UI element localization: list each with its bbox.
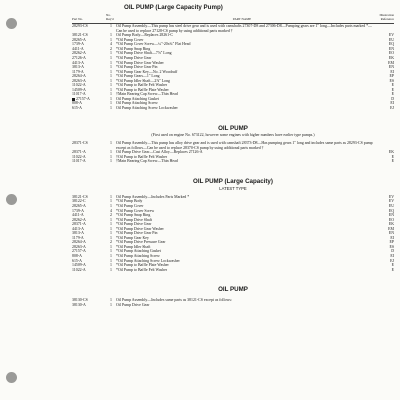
- part-row: [72, 106, 394, 111]
- part-number-text: 28371-A: [72, 150, 86, 155]
- part-row: [72, 24, 394, 33]
- quantity: 1: [110, 65, 112, 70]
- part-name: Oil Pump Attaching Gasket: [116, 96, 159, 101]
- section-subtitle: LATEST TYPE: [219, 185, 247, 191]
- part-number-text: 38121-CS: [72, 33, 88, 38]
- quantity: 1: [110, 258, 112, 263]
- part-number-text: 4411-A: [72, 213, 84, 218]
- part-name: *Oil Pump Drive Shaft: [116, 217, 152, 222]
- part-number-text: 11017-A: [72, 92, 86, 97]
- quantity: 1: [110, 231, 112, 236]
- illustration-ref: EM: [388, 60, 394, 65]
- part-name: *Oil Pump to Baffle Felt Washer: [116, 83, 168, 88]
- quantity: 1: [110, 51, 112, 56]
- part-name: †Main Bearing Cap Screw—Thin Head: [116, 159, 178, 164]
- parts-list: [72, 141, 394, 164]
- illustration-ref: EV: [388, 199, 394, 204]
- part-name: *Oil Pump Drive Pressure Gear: [116, 240, 166, 245]
- quantity: 1: [110, 24, 112, 29]
- illustration-ref: EN: [388, 231, 394, 236]
- part-name: *Oil Pump to Baffle Plate Washer: [116, 263, 169, 268]
- part-number-text: 28262-A: [72, 51, 86, 56]
- illustration-ref: E: [391, 159, 394, 164]
- quantity: 1: [110, 74, 112, 79]
- part-name: *Oil Pump Snap Ring: [116, 213, 151, 218]
- illustration-ref: EQ: [388, 208, 394, 213]
- part-name: *Oil Pump Idler Shaft—2⅞" Long: [116, 78, 170, 83]
- quantity: 1: [110, 154, 112, 159]
- binder-hole: [6, 372, 17, 383]
- illustration-ref: EN: [388, 46, 394, 51]
- binder-hole: [6, 194, 17, 205]
- illustration-ref: E: [391, 83, 394, 88]
- quantity: 4: [110, 208, 112, 213]
- illustration-ref: EP: [389, 74, 394, 79]
- part-name: *Oil Pump Cover Screw: [116, 208, 155, 213]
- part-number-text: 1179-A: [72, 235, 84, 240]
- part-name: Oil Pump Drive Gear: [116, 302, 150, 307]
- quantity: 1: [110, 267, 112, 272]
- quantity: 1: [110, 263, 112, 268]
- quantity: 1: [110, 226, 112, 231]
- part-name: Oil Pump Assembly—This pump has alloy drive gear and is used with camshaft 28373-D8—Has pumping gears 1" long and includes same parts as 28293-CS pump except as follows—Can be used to replace 28370-CS pump by using additional parts marked †: [116, 141, 373, 150]
- part-name: *Oil Pump Drive Gear Pin: [116, 65, 158, 70]
- illustration-ref: ES: [389, 78, 394, 83]
- illustration-ref: EU: [388, 204, 394, 208]
- illustration-ref: EI: [390, 69, 394, 74]
- quantity: 1: [110, 37, 112, 42]
- part-number: [72, 106, 106, 111]
- quantity: 1: [110, 33, 112, 38]
- part-name: *Oil Pump Drive Shaft—7⅛" Long: [116, 51, 172, 56]
- quantity: 1: [110, 60, 112, 65]
- part-name: †Oil Pump to Baffle Felt Washer: [116, 154, 168, 159]
- part-name: *Oil Pump Attaching Gasket: [116, 249, 161, 254]
- illustration-ref: EI: [390, 101, 394, 106]
- part-number-text: 615-A: [72, 106, 82, 111]
- part-name: Oil Pump Assembly—Includes Parts Marked *: [116, 194, 190, 199]
- part-number-text: 28263-A: [72, 244, 86, 249]
- quantity: 1: [110, 217, 112, 222]
- quantity: 1: [110, 298, 112, 303]
- part-number-text: 11022-A: [72, 154, 86, 159]
- quantity: 1: [110, 159, 112, 164]
- part-row: [72, 141, 394, 150]
- illustration-ref: D: [391, 96, 394, 101]
- illustration-ref: EK: [388, 222, 394, 227]
- part-name: *Oil Pump Gear Key—No. 2 Woodruff: [116, 69, 178, 74]
- part-name: *Oil Pump Drive Gear: [116, 222, 152, 227]
- part-name: *Oil Pump Drive Gear: [116, 56, 152, 61]
- illustration-ref: [378, 141, 394, 150]
- illustration-ref: E: [391, 267, 394, 272]
- illustration-ref: EV: [388, 33, 394, 38]
- part-name: *Oil Pump Drive Gear Washer: [116, 226, 164, 231]
- part-number-text: 11022-A: [72, 83, 86, 88]
- illustration-ref: EI: [390, 235, 394, 240]
- part-name: *Oil Pump Attaching Screw Lockwasher: [116, 258, 180, 263]
- part-number-text: 4413-A: [72, 226, 84, 231]
- part-number-text: 28264-A: [72, 74, 86, 79]
- illustration-ref: E: [391, 263, 394, 268]
- part-name: *Oil Pump to Baffle Felt Washer: [116, 267, 168, 272]
- part-number-text: 1179-A: [72, 69, 84, 74]
- quantity: 1: [110, 106, 112, 111]
- illustration-ref: EQ: [388, 42, 394, 47]
- part-number-text: 808-A: [72, 101, 82, 106]
- quantity: 1: [110, 101, 112, 106]
- part-number-text: 615-A: [72, 258, 82, 263]
- quantity: 1: [110, 96, 112, 101]
- part-number-text: 38130-CS: [72, 298, 88, 303]
- illustration-ref: EJ: [390, 106, 394, 111]
- quantity: 1: [110, 87, 112, 92]
- quantity: 1: [110, 199, 112, 204]
- illustration-ref: EO: [388, 51, 394, 56]
- illustration-ref: EN: [388, 213, 394, 218]
- part-name: *Oil Pump Gear Key: [116, 235, 149, 240]
- part-number-text: 808-A: [72, 254, 82, 259]
- part-number-text: 28293-CS: [72, 24, 88, 29]
- section-title: OIL PUMP: [218, 124, 248, 132]
- illustration-ref: EN: [388, 65, 394, 70]
- quantity: 1: [110, 69, 112, 74]
- part-name: *Oil Pump Cover Screw—¼"-20x¾" Flat Head: [116, 42, 191, 47]
- part-number-text: 14509-A: [72, 263, 86, 268]
- parts-list: [72, 298, 394, 307]
- illustration-ref: EV: [388, 194, 394, 199]
- illustration-ref: E: [391, 154, 394, 159]
- part-number-text: 14509-A: [72, 87, 86, 92]
- part-number: [72, 268, 106, 273]
- quantity: 1: [110, 254, 112, 259]
- parts-list: [72, 24, 394, 110]
- part-number-text: 1739-A: [72, 42, 84, 47]
- illustration-ref: EM: [388, 226, 394, 231]
- part-number-text: 28265-A: [72, 204, 86, 208]
- part-number-text: 11022-A: [72, 267, 86, 272]
- illustration-ref: EP: [389, 240, 394, 245]
- part-row: [72, 303, 394, 308]
- part-name: †Main Bearing Cap Screw—Thin Head: [116, 92, 178, 97]
- section-note: (First used on engine No. 673122, however some engines with higher numbers have earlier type pumps.): [151, 132, 315, 137]
- part-row: [72, 159, 394, 164]
- part-name: *Oil Pump Snap Ring: [116, 46, 151, 51]
- part-name: Oil Pump Attaching Screw Lockwasher: [116, 106, 178, 111]
- quantity: 2: [110, 213, 112, 218]
- part-number: [72, 141, 106, 150]
- illustration-ref: EO: [388, 217, 394, 222]
- part-name: Oil Pump Attaching Screw: [116, 101, 158, 106]
- binder-holes: [6, 0, 20, 400]
- illustration-ref: EK: [388, 56, 394, 61]
- part-number-text: 27126-A: [72, 56, 86, 61]
- section-title: OIL PUMP: [218, 286, 248, 294]
- quantity: 1: [110, 244, 112, 249]
- section-title: OIL PUMP (Large Capacity Pump): [124, 4, 223, 11]
- part-name: Oil Pump Assembly—Includes same parts as 38121-CS except as follows:: [116, 298, 232, 303]
- part-name: *Oil Pump Cover: [116, 204, 144, 208]
- quantity: 1: [110, 249, 112, 254]
- part-name: *Oil Pump Attaching Screw: [116, 254, 160, 259]
- quantity: 1: [110, 194, 112, 199]
- quantity: 1: [110, 78, 112, 83]
- quantity: 1: [110, 56, 112, 61]
- col-no-reqd: No. Req'd: [106, 13, 114, 21]
- illustration-ref: [378, 24, 394, 33]
- part-number-text: 3813-A: [72, 231, 84, 236]
- quantity: 4: [110, 42, 112, 47]
- part-number-text: 11017-A: [72, 159, 86, 164]
- quantity: 1: [110, 83, 112, 88]
- part-number: [72, 24, 106, 33]
- illustration-ref: EU: [388, 37, 394, 42]
- part-number: [72, 303, 106, 308]
- part-name: *Oil Pump Body: [116, 199, 143, 204]
- quantity: 1: [110, 235, 112, 240]
- square-marker-icon: [72, 98, 75, 101]
- section-title: OIL PUMP (Large Capacity): [193, 177, 273, 185]
- part-number-text: 28371-A: [72, 222, 86, 227]
- part-number-text: 38122-C: [72, 199, 86, 204]
- part-name: *Oil Pump Drive Gear Pin: [116, 231, 158, 236]
- part-name: Oil Pump Assembly—This pump has steel drive gear and is used with camshafts 27307-D8 and 27306-D8—Pumping gears are 1" long—Includes parts marked *—Can be used to replace 27128-CS pump by using additional parts marked †: [116, 24, 372, 33]
- parts-list: [72, 195, 394, 272]
- col-part-no: Part No.: [72, 16, 83, 21]
- parts-content: [72, 4, 394, 307]
- illustration-ref: E: [391, 92, 394, 97]
- part-name: *Oil Pump to Baffle Plate Washer: [116, 87, 169, 92]
- illustration-ref: EJ: [390, 258, 394, 263]
- part-number-text: 38121-CS: [72, 194, 88, 199]
- quantity: 2: [110, 46, 112, 51]
- part-number-text: 28371-CS: [72, 141, 88, 146]
- part-number-text: 38130-A: [72, 302, 86, 307]
- part-name: Oil Pump Drive Gear—Cast Alloy—Replaces 27126-A: [116, 150, 203, 155]
- part-number-text: 28262-A: [72, 217, 86, 222]
- part-number-text: 1739-A: [72, 208, 84, 213]
- part-name: *Oil Pump Idler Shaft: [116, 244, 151, 249]
- part-number-text: 28263-A: [72, 78, 86, 83]
- column-headers: [72, 14, 394, 24]
- part-name: *Oil Pump Drive Gear Washer: [116, 60, 164, 65]
- part-number-text: 28264-A: [72, 240, 86, 245]
- part-number-text: 4413-A: [72, 60, 84, 65]
- col-illus-ref: Illustration Reference: [379, 13, 394, 21]
- quantity: 1: [110, 150, 112, 155]
- part-number-text: 28265-A: [72, 37, 86, 42]
- part-name: Oil Pump Body—Replaces 28261-C: [116, 33, 173, 38]
- part-row: [72, 268, 394, 273]
- illustration-ref: ES: [389, 244, 394, 249]
- part-number-text: 27157-A: [72, 249, 86, 254]
- quantity: 1: [110, 222, 112, 227]
- part-number: [72, 159, 106, 164]
- quantity: 2: [110, 240, 112, 245]
- quantity: 1: [110, 302, 112, 307]
- illustration-ref: D: [391, 249, 394, 254]
- part-number-text: 4411-A: [72, 46, 84, 51]
- part-name: *Oil Pump Gears—1" Long: [116, 74, 160, 79]
- part-number-text: 27157-A: [76, 96, 90, 101]
- illustration-ref: [378, 303, 394, 308]
- part-number-text: 3813-A: [72, 65, 84, 70]
- illustration-ref: E: [391, 87, 394, 92]
- col-part-name: PART NAME: [232, 16, 252, 21]
- illustration-ref: EK: [388, 150, 394, 155]
- quantity: 1: [110, 204, 112, 208]
- binder-hole: [6, 18, 17, 29]
- illustration-ref: EI: [390, 254, 394, 259]
- quantity: 1: [110, 92, 112, 97]
- quantity: 1: [110, 141, 112, 146]
- part-name: *Oil Pump Cover: [116, 37, 144, 42]
